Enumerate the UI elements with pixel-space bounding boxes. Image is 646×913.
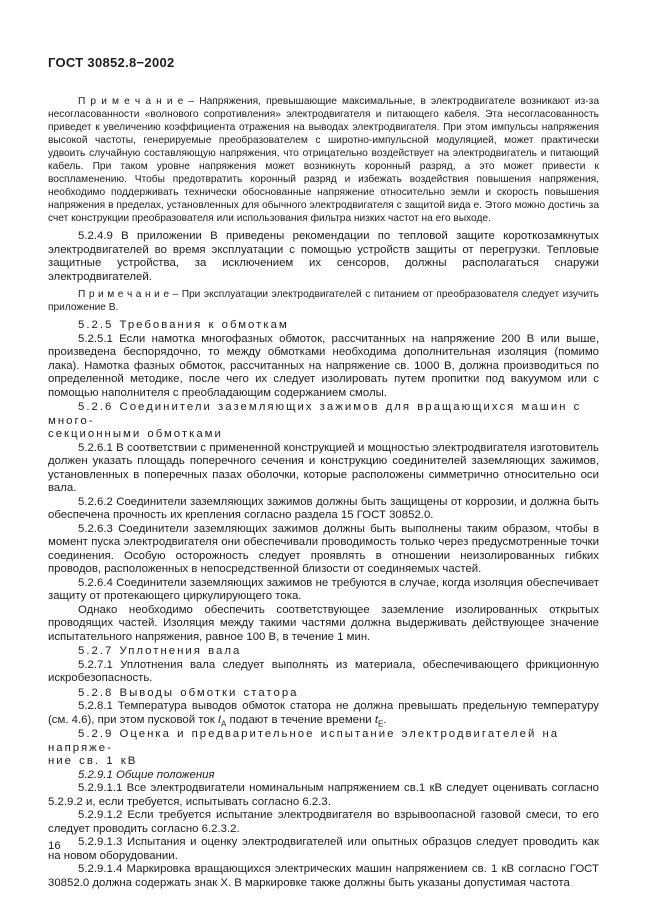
document-code: ГОСТ 30852.8−2002: [48, 55, 175, 70]
body-paragraph: Однако необходимо обеспечить соответствующее заземление изолированных открытых проводящих частей. Изоляция между такими частями должна выдерживать действующее значение испытательного напряжения, равное 100 В, в течение 1 мин.: [48, 603, 599, 643]
body-paragraph: 5.2.6.4 Соединители заземляющих зажимов не требуются в случае, когда изоляция обеспечивает защиту от протекающего циркулирующего тока.: [48, 576, 599, 602]
body-paragraph: 5.2.9.1.1 Все электродвигатели номинальным напряжением св.1 кВ следует оценивать согласно 5.2.9.2 и, если требуется, испытывать согласно 6.2.3.: [48, 782, 599, 808]
text-run: 5.2.8.1 Температура выводов обмоток статора не должна превышать предельную температуру (см. 4.6), при этом пусковой ток: [48, 700, 599, 726]
heading-paragraph: 5.2.8 Выводы обмотки статора: [78, 686, 299, 699]
text-run: подают в течение времени: [226, 713, 375, 726]
text-run-italic: t: [374, 713, 379, 726]
body-paragraph: [48, 700, 599, 727]
italic-heading-paragraph: 5.2.9.1 Общие положения: [78, 768, 215, 781]
heading-paragraph: 5.2.5 Требования к обмоткам: [78, 319, 289, 331]
page-content: [48, 55, 599, 890]
body-paragraph: 5.2.6.3 Соединители заземляющих зажимов должны быть выполнены таким образом, чтобы в момент пуска электродвигателя они обеспечивали проводимость только через предусмотренные точки соединения. Особую осторожность следует проявлять в отношении неизолированных гибких проводов, расположенных в непосредственной близости от соединяемых частей.: [48, 522, 599, 575]
text-run-sub: A: [221, 718, 227, 728]
body-paragraph: 5.2.5.1 Если намотка многофазных обмоток, рассчитанных на напряжение 200 В или выше, произведена беспорядочно, то между обмотками необходима дополнительная изоляция (помимо лака). Намотка фазных обмоток, рассчитанных на напряжение св. 1000 В, должна производиться по определенной методике, после чего их следует изолировать путем пропитки под вакуумом или с помощью наполнителя с преобладающим содержанием смолы.: [48, 332, 599, 399]
heading-paragraph: 5.2.9 Оценка и предварительное испытание электродвигателей на напряже- ние св. 1 кВ: [48, 728, 560, 767]
body-paragraph: 5.2.4.9 В приложении В приведены рекомендации по тепловой защите короткозамкнутых электродвигателей во время эксплуатации с помощью устройств защиты от перегрузки. Тепловые защитные устройства, за исключением их сенсоров, должны располагаться снаружи электродвигателей.: [48, 230, 599, 283]
body-paragraph: 5.2.9.1.3 Испытания и оценку электродвигателей или опытных образцов следует проводить как на новом оборудовании.: [48, 836, 599, 862]
body-paragraph: 5.2.6.1 В соответствии с примененной конструкцией и мощностью электродвигателя изготовитель должен указать площадь поперечного сечения и конструкцию соединителей заземляющих зажимов, установленных в поперечных пазах оболочки, которые расположены симметрично относительно оси вала.: [48, 441, 599, 494]
heading-paragraph: 5.2.6 Соединители заземляющих зажимов для вращающихся машин с много- секционными обмотками: [48, 401, 582, 440]
note-paragraph: П р и м е ч а н и е – Напряжения, превышающие максимальные, в электродвигателе возникают из-за несогласованности «волнового сопротивления» электродвигателя и питающего кабеля. Эта несогласованность приведет к увеличению коэффициента отражения на выводах электродвигателя. При этом импульсы напряжения высокой частоты, генерируемые преобразователем с широтно-импульсной модуляцией, может практически удвоить случайную составляющую напряжения, что отрицательно воздействует на электродвигатель и питающий кабель. При таком уровне напряжения может возникнуть коронный разряд, а это может привести к воспламенению. Чтобы предотвратить коронный разряд и избежать воздействия повышения напряжения, необходимо поддерживать технически обоснованные напряжение относительно земли и скорость повышения напряжения в пределах, установленных для обычного электродвигателя с защитой вида е. Этого можно достичь за счет конструкции преобразователя или использования фильтра низких частот на его выходе.: [48, 96, 599, 224]
body-paragraph: 5.2.9.1.2 Если требуется испытание электродвигателя во взрывоопасной газовой смеси, то его следует проводить согласно 6.2.3.2.: [48, 809, 599, 835]
body-paragraph: 5.2.9.1.4 Маркировка вращающихся электрических машин напряжением св. 1 кВ согласно ГОСТ 30852.0 должна содержать знак Х. В маркировке также должны быть указаны допустимая частота: [48, 863, 599, 889]
heading-paragraph: 5.2.7 Уплотнения вала: [78, 645, 242, 657]
note-paragraph: П р и м е ч а н и е – При эксплуатации электродвигателей с питанием от преобразователя следует изучить приложение В.: [48, 289, 599, 313]
paragraphs-container: [48, 95, 599, 890]
text-run-sub: E: [378, 718, 384, 728]
text-run-italic: I: [217, 713, 222, 726]
body-paragraph: 5.2.7.1 Уплотнения вала следует выполнять из материала, обеспечивающего фрикционную искробезопасность.: [48, 658, 599, 684]
text-run: .: [383, 713, 387, 726]
page-number: 16: [48, 840, 61, 852]
body-paragraph: 5.2.6.2 Соединители заземляющих зажимов должны быть защищены от коррозии, и должна быть обеспечена прочность их крепления согласно раздела 15 ГОСТ 30852.0.: [48, 495, 599, 521]
